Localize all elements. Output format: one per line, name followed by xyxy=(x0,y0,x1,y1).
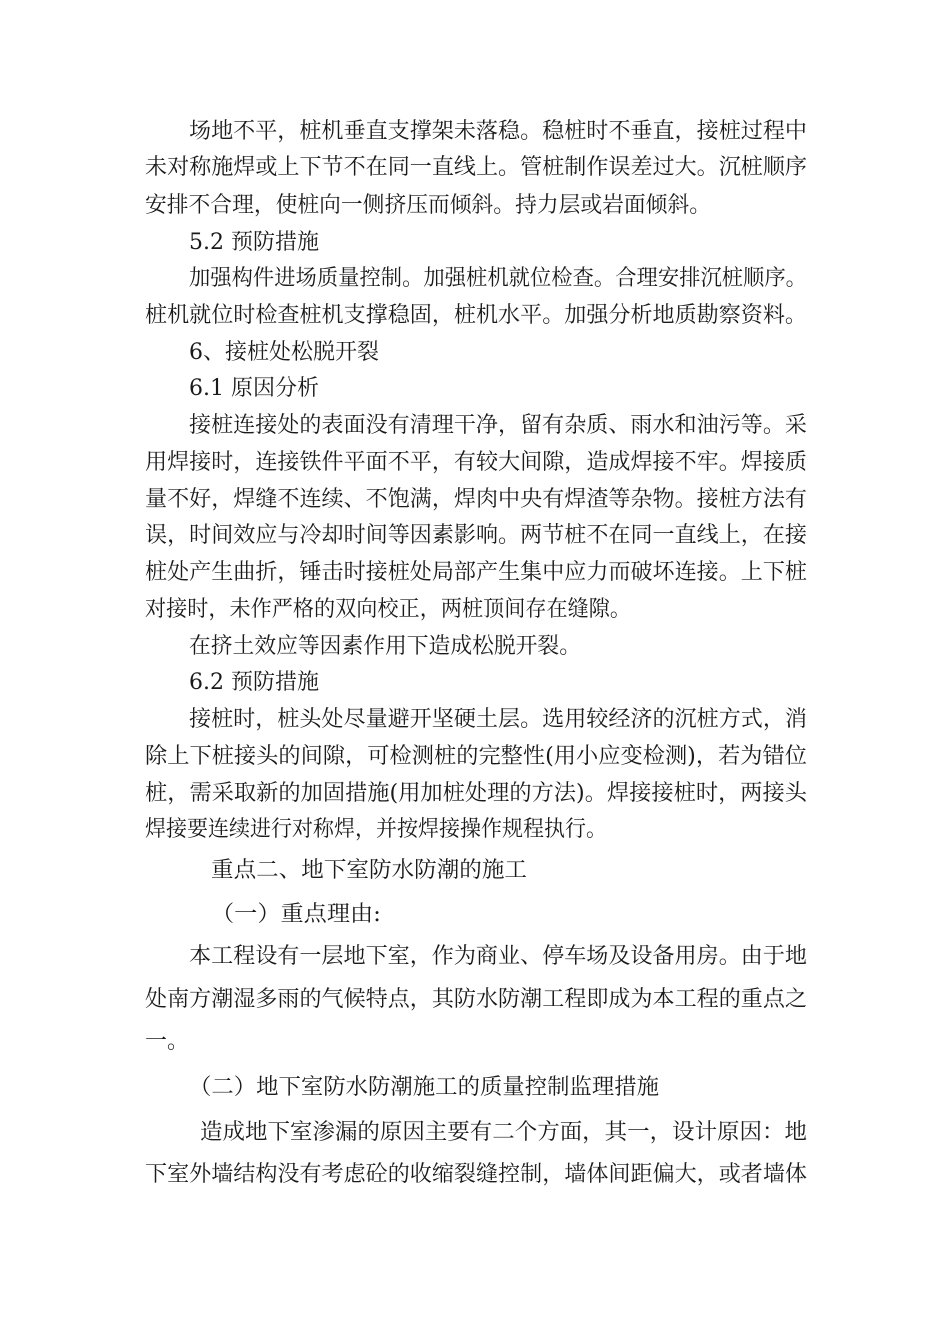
text-line: 场地不平，桩机垂直支撑架未落稳。稳桩时不垂直，接桩过程中 xyxy=(189,119,807,144)
text-line: 除上下桩接头的间隙，可检测桩的完整性(用小应变检测)，若为错位 xyxy=(145,744,807,769)
section-heading: （一）重点理由: xyxy=(211,902,381,927)
text-line: 下室外墙结构没有考虑砼的收缩裂缝控制，墙体间距偏大，或者墙体 xyxy=(145,1162,807,1187)
text-line: 安排不合理，使桩向一侧挤压而倾斜。持力层或岩面倾斜。 xyxy=(145,193,711,218)
section-heading: 重点二、地下室防水防潮的施工 xyxy=(211,858,527,883)
text-line: 本工程设有一层地下室，作为商业、停车场及设备用房。由于地 xyxy=(189,944,807,969)
section-heading: 6.1 原因分析 xyxy=(189,376,319,401)
text-line: 在挤土效应等因素作用下造成松脱开裂。 xyxy=(189,634,581,659)
text-line: 桩，需采取新的加固措施(用加桩处理的方法)。焊接接桩时，两接头 xyxy=(145,781,807,806)
text-line: 未对称施焊或上下节不在同一直线上。管桩制作误差过大。沉桩顺序 xyxy=(145,155,807,180)
text-line: 造成地下室渗漏的原因主要有二个方面，其一，设计原因：地 xyxy=(200,1120,807,1145)
text-line: 处南方潮湿多雨的气候特点，其防水防潮工程即成为本工程的重点之 xyxy=(145,987,807,1012)
text-line: 量不好，焊缝不连续、不饱满，焊肉中央有焊渣等杂物。接桩方法有 xyxy=(145,487,807,512)
text-line: 桩处产生曲折，锤击时接桩处局部产生集中应力而破坏连接。上下桩 xyxy=(145,560,807,585)
section-heading: 6.2 预防措施 xyxy=(189,670,319,695)
text-line: 误，时间效应与冷却时间等因素影响。两节桩不在同一直线上，在接 xyxy=(145,523,807,548)
text-line: 一。 xyxy=(145,1029,189,1054)
section-heading: 6、接桩处松脱开裂 xyxy=(189,340,379,365)
text-line: 加强构件进场质量控制。加强桩机就位检查。合理安排沉桩顺序。 xyxy=(189,266,807,291)
text-line: 对接时，未作严格的双向校正，两桩顶间存在缝隙。 xyxy=(145,597,631,622)
text-line: 接桩时，桩头处尽量避开坚硬土层。选用较经济的沉桩方式，消 xyxy=(189,707,807,732)
text-line: 用焊接时，连接铁件平面不平，有较大间隙，造成焊接不牢。焊接质 xyxy=(145,450,807,475)
text-line: 接桩连接处的表面没有清理干净，留有杂质、雨水和油污等。采 xyxy=(189,413,807,438)
text-line: 焊接要连续进行对称焊，并按焊接操作规程执行。 xyxy=(145,817,607,842)
section-heading: 5.2 预防措施 xyxy=(189,230,319,255)
section-heading: （二）地下室防水防潮施工的质量控制监理措施 xyxy=(189,1075,659,1100)
text-line: 桩机就位时检查桩机支撑稳固，桩机水平。加强分析地质勘察资料。 xyxy=(145,303,807,328)
